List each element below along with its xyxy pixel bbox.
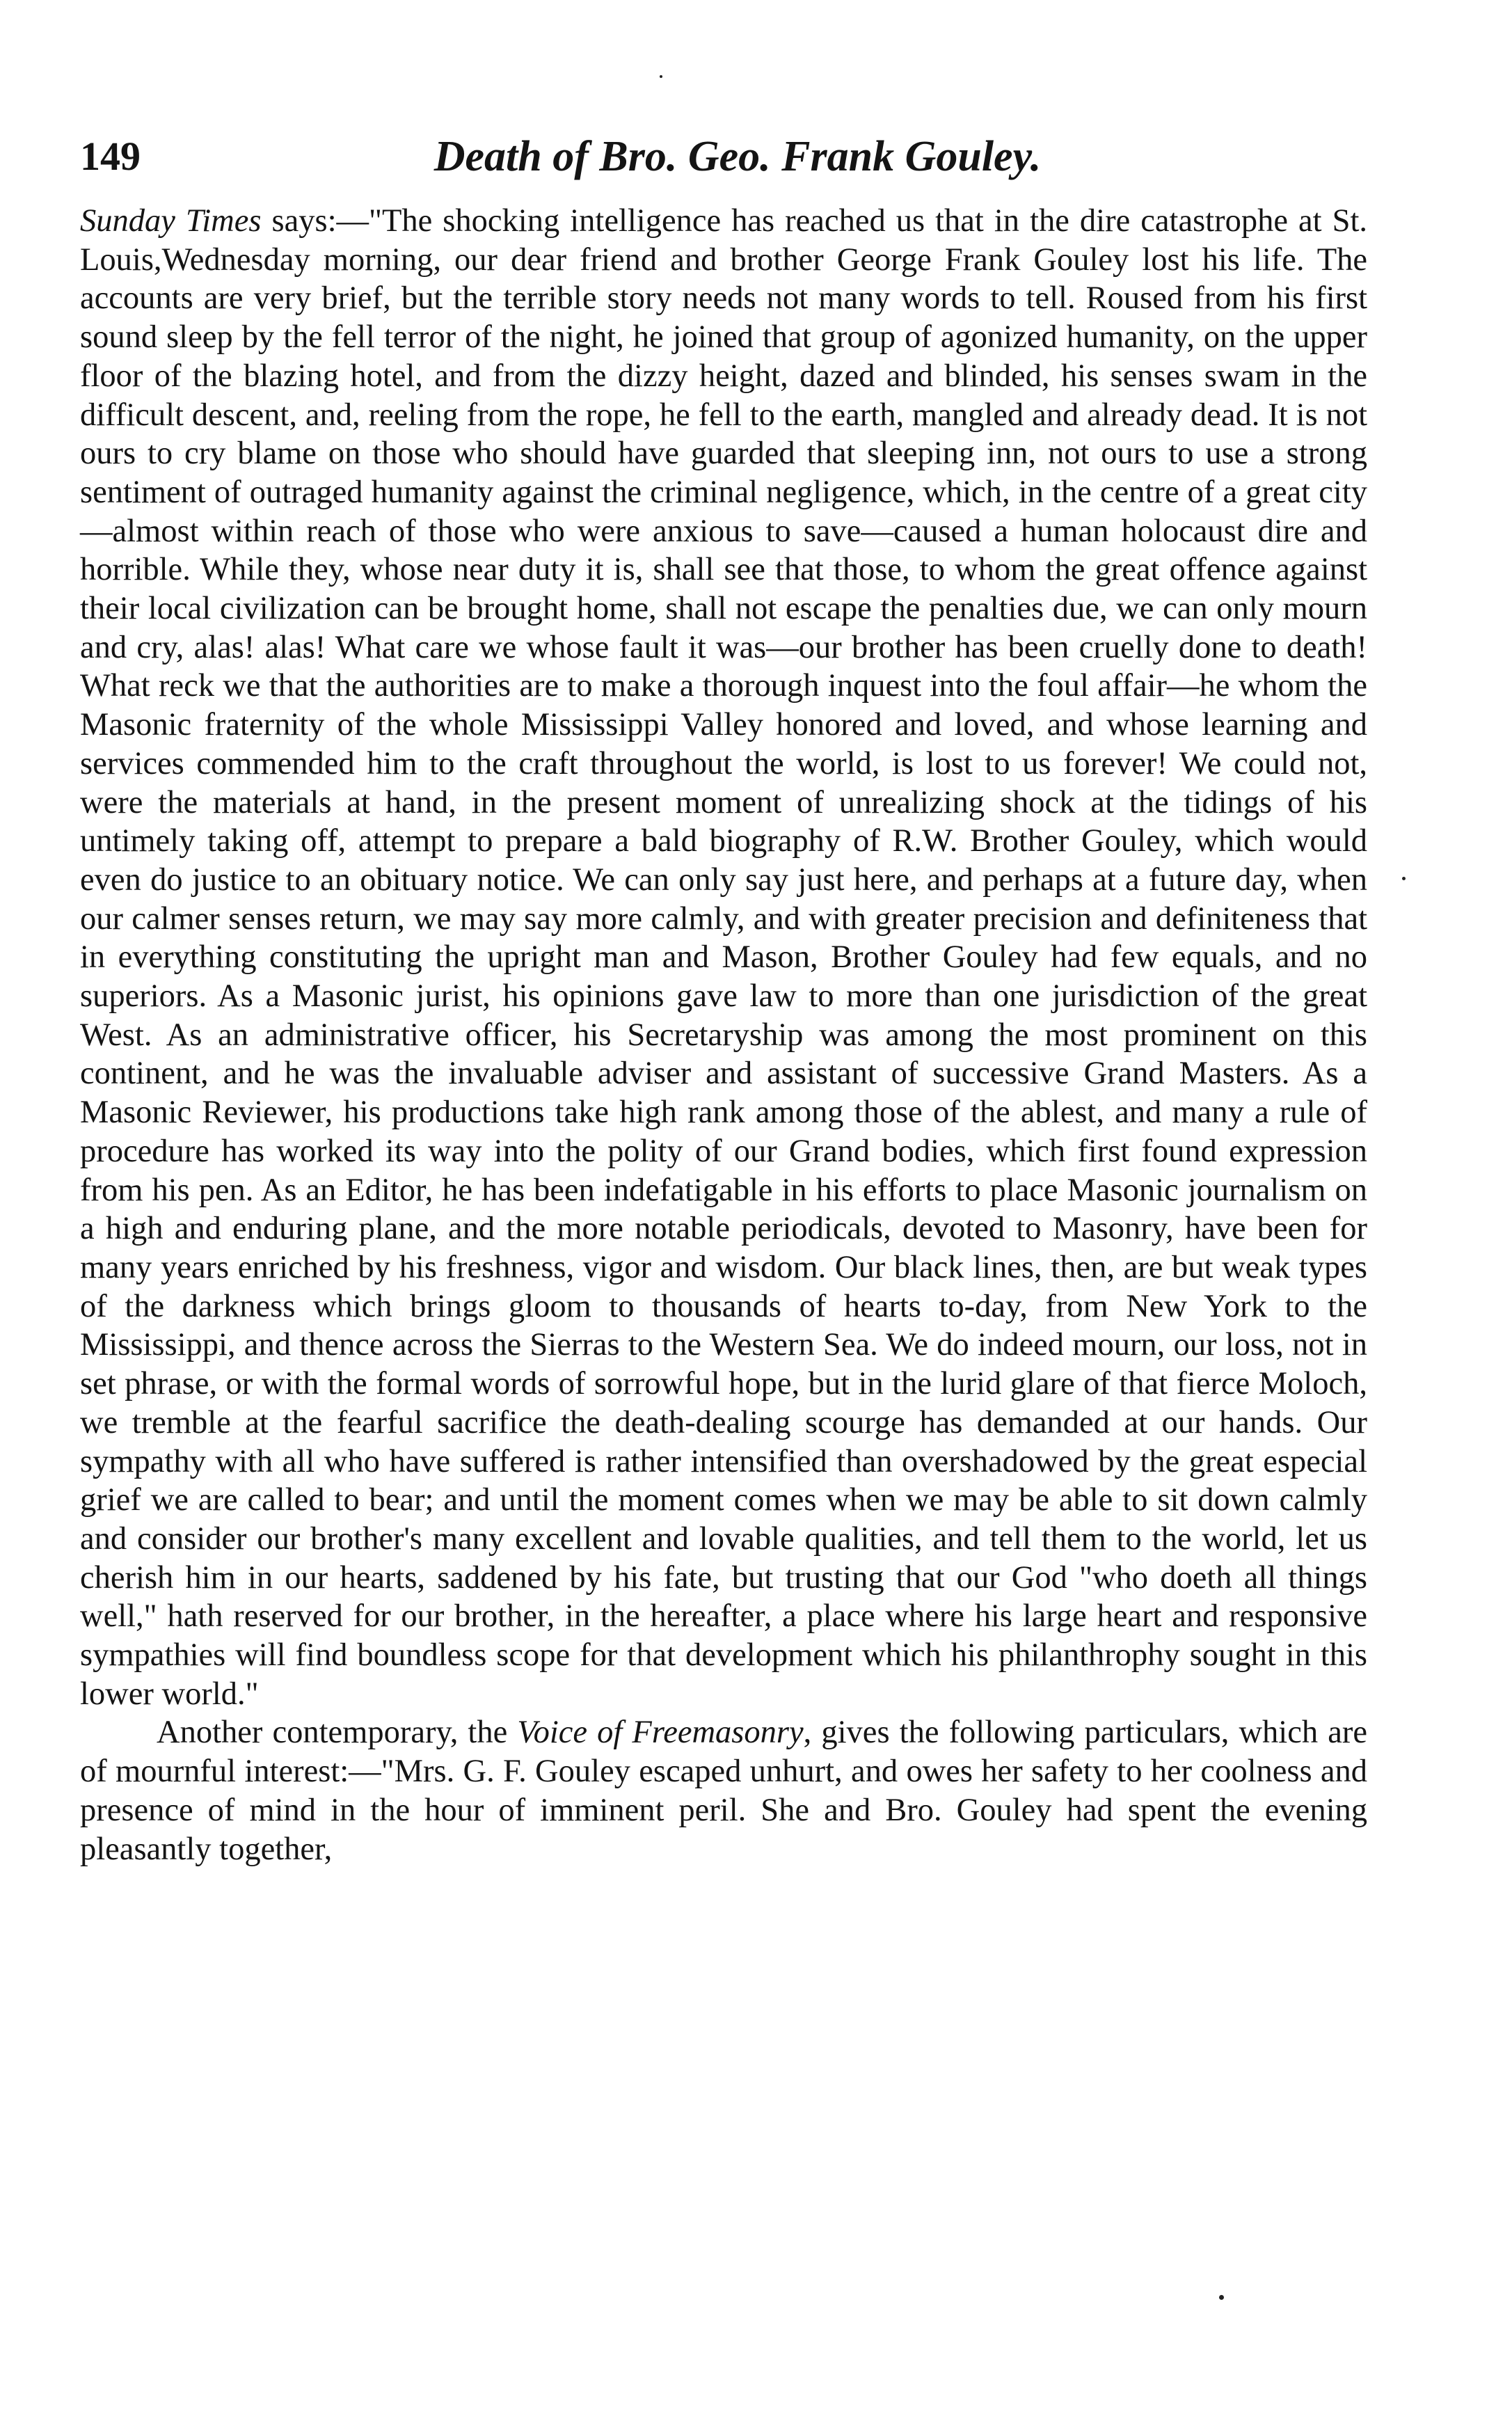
page-title: Death of Bro. Geo. Frank Gouley.	[433, 133, 1042, 180]
paragraph-text: , gives the following particulars, which are of mournful interest:—"Mrs. G. F. Gouley escaped unhurt, and owes her safety to her coolness and presence of mind in the hour of imminent peril. She and Bro. Gouley had spent the evening pleasantly together,	[80, 1715, 1367, 1867]
source-name: Voice of Freemasonry	[517, 1715, 804, 1751]
source-name: Sunday Times	[80, 203, 262, 239]
paragraph-lead: Another contemporary, the	[157, 1715, 518, 1751]
page-number: 149	[80, 134, 141, 179]
running-head	[80, 125, 1367, 202]
paragraph-sunday-times-quote	[80, 202, 1367, 1713]
book-page	[80, 125, 1367, 1868]
paragraph-voice-of-freemasonry	[80, 1713, 1367, 1868]
print-speck	[660, 75, 662, 78]
print-speck	[1402, 877, 1406, 880]
paragraph-text: says:—"The shocking intelligence has reached us that in the dire catastrophe at St. Louis,Wednesday morning, our dear friend and brother George Frank Gouley lost his life. The accounts are very brief, but the terrible story needs not many words to tell. Roused from his first sound sleep by the fell terror of the night, he joined that group of agonized humanity, on the upper floor of the blazing hotel, and from the dizzy height, dazed and blinded, his senses swam in the difficult descent, and, reeling from the rope, he fell to the earth, mangled and already dead. It is not ours to cry blame on those who should have guarded that sleeping inn, not ours to use a strong sentiment of outraged humanity against the criminal negligence, which, in the centre of a great city—almost within reach of those who were anxious to save—caused a human holocaust dire and horrible. While they, whose near duty it is, shall see that those, to whom the great offence against their local civilization can be brought home, shall not escape the penalties due, we can only mourn and cry, alas! alas! What care we whose fault it was—our brother has been cruelly done to death! What reck we that the authorities are to make a thorough inquest into the foul affair—he whom the Masonic fraternity of the whole Mississippi Valley honored and loved, and whose learning and services commended him to the craft throughout the world, is lost to us forever! We could not, were the materials at hand, in the present moment of unrealizing shock at the tidings of his untimely taking off, attempt to prepare a bald biography of R.W. Brother Gouley, which would even do justice to an obituary notice. We can only say just here, and perhaps at a future day, when our calmer senses return, we may say more calmly, and with greater precision and definiteness that in everything constituting the upright man and Mason, Brother Gouley had few equals, and no superiors. As a Masonic jurist, his opinions gave law to more than one jurisdiction of the great West. As an administrative officer, his Secretaryship was among the most prominent on this continent, and he was the invaluable adviser and assistant of successive Grand Masters. As a Masonic Reviewer, his productions take high rank among those of the ablest, and many a rule of procedure has worked its way into the polity of our Grand bodies, which first found expression from his pen. As an Editor, he has been indefatigable in his efforts to place Masonic journalism on a high and enduring plane, and the more notable periodicals, devoted to Masonry, have been for many years enriched by his freshness, vigor and wisdom. Our black lines, then, are but weak types of the darkness which brings gloom to thousands of hearts to-day, from New York to the Mississippi, and thence across the Sierras to the Western Sea. We do indeed mourn, our loss, not in set phrase, or with the formal words of sorrowful hope, but in the lurid glare of that fierce Moloch, we tremble at the fearful sacrifice the death-dealing scourge has demanded at our hands. Our sympathy with all who have suffered is rather intensified than overshadowed by the great especial grief we are called to bear; and until the moment comes when we may be able to sit down calmly and consider our brother's many excellent and lovable qualities, and tell them to the world, let us cherish him in our hearts, saddened by his fate, but trusting that our God "who doeth all things well," hath reserved for our brother, in the hereafter, a place where his large heart and responsive sympathies will find boundless scope for that development which his philanthrophy sought in this lower world."	[80, 203, 1367, 1712]
body-text	[80, 202, 1367, 1868]
print-speck	[1219, 2295, 1224, 2300]
